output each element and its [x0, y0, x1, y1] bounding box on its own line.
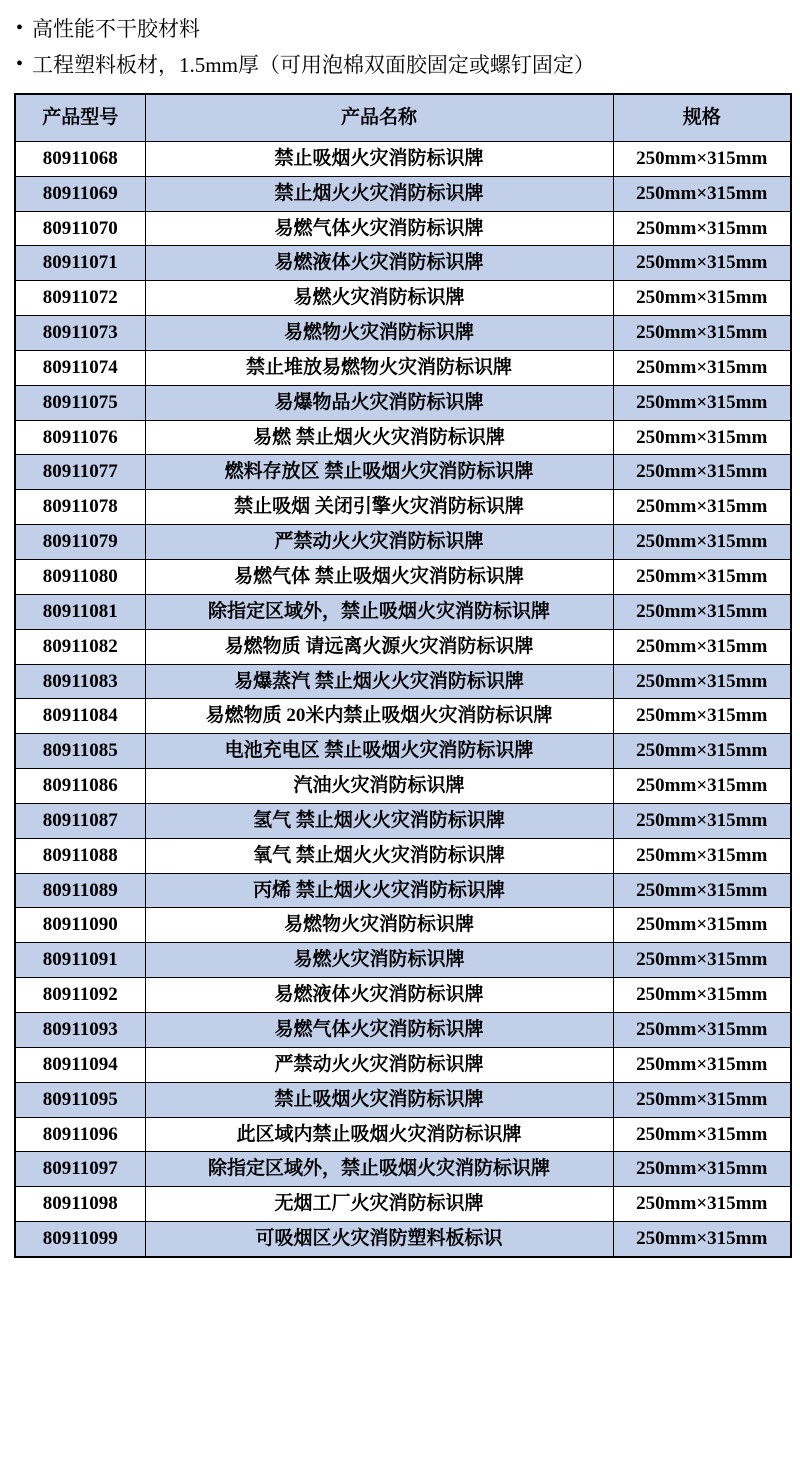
cell-product-name: 此区域内禁止吸烟火灾消防标识牌 — [145, 1117, 613, 1152]
cell-product-spec: 250mm×315mm — [613, 385, 791, 420]
cell-product-spec: 250mm×315mm — [613, 664, 791, 699]
cell-product-name: 易爆物品火灾消防标识牌 — [145, 385, 613, 420]
cell-product-spec: 250mm×315mm — [613, 1222, 791, 1257]
cell-product-model: 80911095 — [15, 1082, 145, 1117]
cell-product-spec: 250mm×315mm — [613, 141, 791, 176]
table-row — [15, 490, 791, 525]
cell-product-name: 除指定区域外，禁止吸烟火灾消防标识牌 — [145, 594, 613, 629]
cell-product-model: 80911094 — [15, 1047, 145, 1082]
bullet-dot-icon: • — [16, 17, 24, 39]
table-header — [15, 94, 791, 142]
cell-product-spec: 250mm×315mm — [613, 246, 791, 281]
table-row — [15, 1222, 791, 1257]
feature-bullet — [10, 50, 790, 80]
cell-product-name: 严禁动火火灾消防标识牌 — [145, 1047, 613, 1082]
table-row — [15, 420, 791, 455]
cell-product-name: 禁止吸烟火灾消防标识牌 — [145, 141, 613, 176]
cell-product-name: 禁止烟火火灾消防标识牌 — [145, 176, 613, 211]
cell-product-name: 电池充电区 禁止吸烟火灾消防标识牌 — [145, 734, 613, 769]
column-header-model: 产品型号 — [15, 94, 145, 142]
table-row — [15, 769, 791, 804]
cell-product-model: 80911074 — [15, 350, 145, 385]
table-row — [15, 873, 791, 908]
cell-product-model: 80911082 — [15, 629, 145, 664]
cell-product-model: 80911078 — [15, 490, 145, 525]
column-header-spec: 规格 — [613, 94, 791, 142]
cell-product-name: 易燃火灾消防标识牌 — [145, 281, 613, 316]
table-body — [15, 141, 791, 1257]
table-row — [15, 664, 791, 699]
cell-product-spec: 250mm×315mm — [613, 1047, 791, 1082]
cell-product-name: 易燃 禁止烟火火灾消防标识牌 — [145, 420, 613, 455]
cell-product-model: 80911081 — [15, 594, 145, 629]
column-header-name: 产品名称 — [145, 94, 613, 142]
cell-product-model: 80911072 — [15, 281, 145, 316]
cell-product-name: 易燃物质 请远离火源火灾消防标识牌 — [145, 629, 613, 664]
cell-product-spec: 250mm×315mm — [613, 420, 791, 455]
table-row — [15, 560, 791, 595]
cell-product-model: 80911084 — [15, 699, 145, 734]
cell-product-model: 80911098 — [15, 1187, 145, 1222]
product-table — [14, 93, 792, 1258]
cell-product-model: 80911077 — [15, 455, 145, 490]
table-row — [15, 1187, 791, 1222]
cell-product-spec: 250mm×315mm — [613, 316, 791, 351]
cell-product-spec: 250mm×315mm — [613, 525, 791, 560]
cell-product-spec: 250mm×315mm — [613, 281, 791, 316]
table-row — [15, 350, 791, 385]
cell-product-model: 80911097 — [15, 1152, 145, 1187]
cell-product-name: 易燃液体火灾消防标识牌 — [145, 978, 613, 1013]
table-row — [15, 1012, 791, 1047]
cell-product-spec: 250mm×315mm — [613, 176, 791, 211]
cell-product-spec: 250mm×315mm — [613, 1012, 791, 1047]
cell-product-model: 80911092 — [15, 978, 145, 1013]
cell-product-spec: 250mm×315mm — [613, 978, 791, 1013]
table-row — [15, 803, 791, 838]
cell-product-spec: 250mm×315mm — [613, 908, 791, 943]
table-row — [15, 978, 791, 1013]
cell-product-name: 禁止堆放易燃物火灾消防标识牌 — [145, 350, 613, 385]
cell-product-name: 禁止吸烟 关闭引擎火灾消防标识牌 — [145, 490, 613, 525]
cell-product-spec: 250mm×315mm — [613, 803, 791, 838]
table-row — [15, 629, 791, 664]
cell-product-name: 严禁动火火灾消防标识牌 — [145, 525, 613, 560]
cell-product-model: 80911068 — [15, 141, 145, 176]
cell-product-model: 80911093 — [15, 1012, 145, 1047]
cell-product-model: 80911087 — [15, 803, 145, 838]
cell-product-spec: 250mm×315mm — [613, 211, 791, 246]
cell-product-name: 除指定区域外，禁止吸烟火灾消防标识牌 — [145, 1152, 613, 1187]
cell-product-spec: 250mm×315mm — [613, 594, 791, 629]
table-row — [15, 1117, 791, 1152]
table-row — [15, 1152, 791, 1187]
cell-product-spec: 250mm×315mm — [613, 943, 791, 978]
cell-product-model: 80911070 — [15, 211, 145, 246]
table-header-row — [15, 94, 791, 142]
cell-product-model: 80911088 — [15, 838, 145, 873]
cell-product-model: 80911096 — [15, 1117, 145, 1152]
feature-bullet — [10, 14, 790, 44]
cell-product-name: 氧气 禁止烟火火灾消防标识牌 — [145, 838, 613, 873]
cell-product-spec: 250mm×315mm — [613, 1152, 791, 1187]
cell-product-spec: 250mm×315mm — [613, 769, 791, 804]
cell-product-model: 80911086 — [15, 769, 145, 804]
table-row — [15, 246, 791, 281]
cell-product-spec: 250mm×315mm — [613, 629, 791, 664]
cell-product-spec: 250mm×315mm — [613, 560, 791, 595]
cell-product-spec: 250mm×315mm — [613, 350, 791, 385]
table-row — [15, 699, 791, 734]
feature-bullet-text: 高性能不干胶材料 — [32, 17, 200, 41]
table-row — [15, 908, 791, 943]
table-row — [15, 594, 791, 629]
cell-product-spec: 250mm×315mm — [613, 699, 791, 734]
cell-product-name: 易爆蒸汽 禁止烟火火灾消防标识牌 — [145, 664, 613, 699]
bullet-dot-icon: • — [16, 53, 24, 76]
cell-product-model: 80911073 — [15, 316, 145, 351]
cell-product-name: 可吸烟区火灾消防塑料板标识 — [145, 1222, 613, 1257]
cell-product-name: 易燃物火灾消防标识牌 — [145, 316, 613, 351]
cell-product-name: 易燃火灾消防标识牌 — [145, 943, 613, 978]
table-row — [15, 316, 791, 351]
table-row — [15, 385, 791, 420]
cell-product-spec: 250mm×315mm — [613, 1082, 791, 1117]
table-row — [15, 838, 791, 873]
cell-product-model: 80911085 — [15, 734, 145, 769]
table-row — [15, 1047, 791, 1082]
cell-product-name: 燃料存放区 禁止吸烟火灾消防标识牌 — [145, 455, 613, 490]
feature-bullet-list — [10, 14, 790, 81]
cell-product-name: 氢气 禁止烟火火灾消防标识牌 — [145, 803, 613, 838]
cell-product-spec: 250mm×315mm — [613, 490, 791, 525]
cell-product-name: 易燃物质 20米内禁止吸烟火灾消防标识牌 — [145, 699, 613, 734]
cell-product-spec: 250mm×315mm — [613, 838, 791, 873]
cell-product-model: 80911080 — [15, 560, 145, 595]
cell-product-model: 80911083 — [15, 664, 145, 699]
cell-product-spec: 250mm×315mm — [613, 1117, 791, 1152]
cell-product-name: 易燃气体 禁止吸烟火灾消防标识牌 — [145, 560, 613, 595]
table-row — [15, 1082, 791, 1117]
table-row — [15, 455, 791, 490]
cell-product-name: 易燃气体火灾消防标识牌 — [145, 1012, 613, 1047]
cell-product-name: 易燃气体火灾消防标识牌 — [145, 211, 613, 246]
cell-product-spec: 250mm×315mm — [613, 1187, 791, 1222]
table-row — [15, 176, 791, 211]
cell-product-model: 80911071 — [15, 246, 145, 281]
feature-bullet-text: 工程塑料板材，1.5mm厚（可用泡棉双面胶固定或螺钉固定） — [32, 53, 595, 78]
cell-product-name: 无烟工厂火灾消防标识牌 — [145, 1187, 613, 1222]
cell-product-model: 80911076 — [15, 420, 145, 455]
table-row — [15, 734, 791, 769]
table-row — [15, 141, 791, 176]
cell-product-model: 80911069 — [15, 176, 145, 211]
cell-product-model: 80911090 — [15, 908, 145, 943]
cell-product-spec: 250mm×315mm — [613, 734, 791, 769]
cell-product-model: 80911089 — [15, 873, 145, 908]
table-row — [15, 211, 791, 246]
cell-product-model: 80911079 — [15, 525, 145, 560]
cell-product-model: 80911099 — [15, 1222, 145, 1257]
cell-product-name: 易燃物火灾消防标识牌 — [145, 908, 613, 943]
cell-product-name: 汽油火灾消防标识牌 — [145, 769, 613, 804]
cell-product-spec: 250mm×315mm — [613, 873, 791, 908]
cell-product-name: 丙烯 禁止烟火火灾消防标识牌 — [145, 873, 613, 908]
cell-product-model: 80911075 — [15, 385, 145, 420]
table-row — [15, 281, 791, 316]
table-row — [15, 943, 791, 978]
table-row — [15, 525, 791, 560]
cell-product-model: 80911091 — [15, 943, 145, 978]
cell-product-name: 禁止吸烟火灾消防标识牌 — [145, 1082, 613, 1117]
cell-product-spec: 250mm×315mm — [613, 455, 791, 490]
cell-product-name: 易燃液体火灾消防标识牌 — [145, 246, 613, 281]
